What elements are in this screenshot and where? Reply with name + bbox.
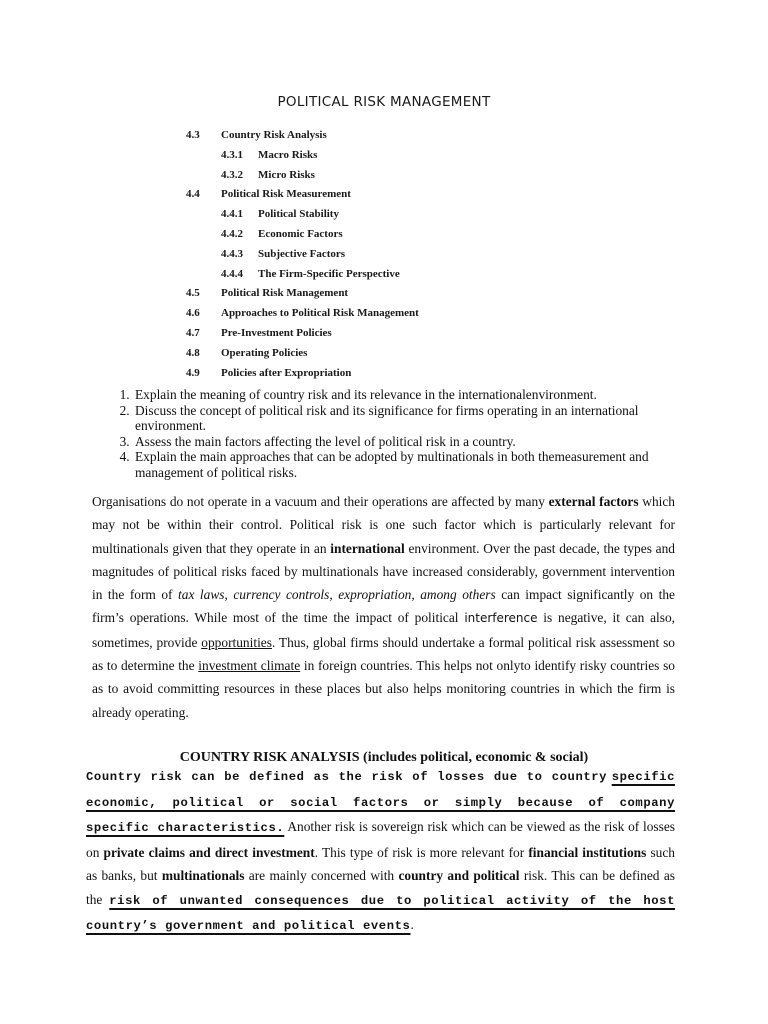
toc-title: Pre-Investment Policies <box>221 326 332 339</box>
toc-number: 4.4.3 <box>221 247 243 260</box>
toc-title: Operating Policies <box>221 346 308 359</box>
toc-number: 4.3.2 <box>221 168 243 181</box>
intro-bold-international: international <box>330 540 405 556</box>
section-heading: COUNTRY RISK ANALYSIS (includes political, economic & social) <box>179 750 589 765</box>
toc-number: 4.4.2 <box>221 227 243 240</box>
intro-text: which may not be within their control. Political risk is one such factor which is particularly relevant for multinationals given that they operate in an <box>92 494 676 556</box>
toc-title: Political Risk Measurement <box>221 188 351 201</box>
country-text: . <box>410 917 414 932</box>
toc-number: 4.4 <box>186 188 200 201</box>
intro-underlined-opportunities: opportunities <box>201 634 272 650</box>
toc-number: 4.7 <box>186 326 200 339</box>
country-text: risk. This can be defined as the <box>86 868 675 907</box>
page-title: POLITICAL RISK MANAGEMENT <box>277 94 491 110</box>
toc-title: Economic Factors <box>258 227 343 240</box>
intro-text: environment. Over the past decade, the types and magnitudes of political risks faced by multinationals have increased considerably, government intervention in the form of <box>92 540 675 603</box>
toc-title: The Firm-Specific Perspective <box>258 267 400 280</box>
country-text: are mainly concerned with <box>244 868 399 883</box>
objective-item: 2. Discuss the concept of political risk and its significance for firms operating in an international environment. <box>133 403 693 434</box>
objective-item: 1. Explain the meaning of country risk and its relevance in the internationalenvironment. <box>133 387 693 403</box>
intro-text: is negative, it can also, sometimes, provide <box>92 610 675 650</box>
country-bold: multinationals <box>161 868 245 883</box>
toc-title: Macro Risks <box>258 148 318 161</box>
intro-underlined-investment-climate: investment climate <box>198 658 301 674</box>
country-text: such as banks, but <box>86 844 675 883</box>
country-bold: financial institutions <box>528 844 647 860</box>
learning-objectives <box>108 387 693 481</box>
toc-title: Country Risk Analysis <box>221 129 327 141</box>
toc-number: 4.8 <box>186 346 200 359</box>
country-text: . This type of risk is more relevant for <box>314 844 529 860</box>
toc-title: Political Stability <box>258 208 339 221</box>
intro-bold-external-factors: external factors <box>548 494 639 509</box>
toc-title: Policies after Expropriation <box>221 366 352 379</box>
toc-number: 4.6 <box>186 307 200 320</box>
country-bold: private claims and direct investment <box>103 844 315 860</box>
country-risk-paragraph <box>86 764 675 939</box>
objective-item: 4. Explain the main approaches that can be adopted by multinationals in both themeasurement and management of political risks. <box>133 449 693 480</box>
toc-number: 4.3.1 <box>221 148 243 161</box>
intro-text: in foreign countries. This helps not onlyto identify risky countries so as to avoid committing resources in these places but also helps monitoring countries in which the firm is already operating. <box>92 658 675 720</box>
toc-title: Approaches to Political Risk Management <box>221 307 419 320</box>
country-bold: country and political <box>398 868 520 883</box>
intro-text: . Thus, global firms should undertake a formal political risk assessment so as to determine the <box>92 634 676 674</box>
intro-text: can impact significantly on the firm’s operations. While most of the time the impact of political <box>92 587 675 626</box>
toc-title: Subjective Factors <box>258 247 346 260</box>
intro-paragraph <box>92 490 675 724</box>
toc-number: 4.4.1 <box>221 208 243 221</box>
toc-number: 4.9 <box>186 366 200 379</box>
toc-number: 4.3 <box>186 129 200 141</box>
toc-title: Micro Risks <box>258 168 315 181</box>
definition-underlined: specific economic, political or social factors or simply because of company specific characteristics. <box>86 770 675 835</box>
political-risk-definition: risk of unwanted consequences due to political activity of the host country’s government and political events <box>86 893 675 933</box>
definition-text: Country risk can be defined as the risk of losses due to country <box>86 770 608 784</box>
intro-italic-examples: tax laws, currency controls, expropriation, among others <box>178 587 496 603</box>
intro-handwriting-word: interference <box>464 611 538 626</box>
toc-number: 4.5 <box>186 287 200 300</box>
objective-item: 3. Assess the main factors affecting the level of political risk in a country. <box>133 434 693 450</box>
toc-title: Political Risk Management <box>221 287 349 300</box>
toc-number: 4.4.4 <box>221 267 243 280</box>
country-text: Another risk is sovereign risk which can be viewed as the risk of losses on <box>86 819 676 860</box>
intro-text: Organisations do not operate in a vacuum and their operations are affected by many <box>92 494 549 509</box>
